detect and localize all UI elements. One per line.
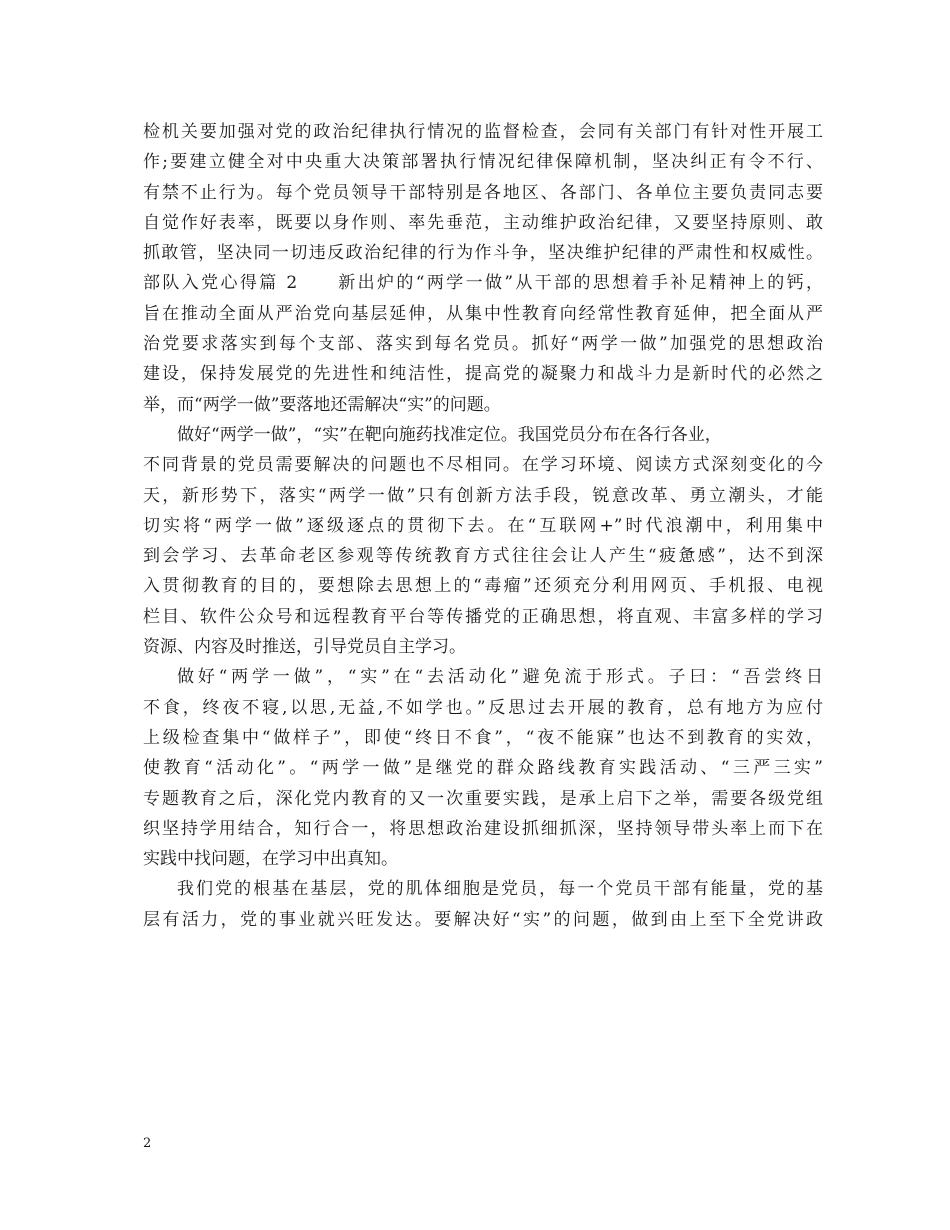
page-number: 2 <box>143 1136 152 1151</box>
text-line: 入贯彻教育的目的，要想除去思想上的“毒瘤”还须充分利用网页、手机报、电视 <box>143 576 823 597</box>
text-line: 实践中找问题，在学习中出真知。 <box>143 849 398 870</box>
text-line: 使教育“活动化”。“两学一做”是继党的群众路线教育实践活动、“三严三实” <box>143 758 823 779</box>
text-line: 天，新形势下，落实“两学一做”只有创新方法手段，锐意改革、勇立潮头，才能 <box>143 485 823 506</box>
text-line: 上级检查集中“做样子”，即使“终日不食”，“夜不能寐”也达不到教育的实效， <box>143 727 823 748</box>
text-line: 治党要求落实到每个支部、落实到每名党员。抓好“两学一做”加强党的思想政治 <box>143 334 823 355</box>
text-line: 专题教育之后，深化党内教育的又一次重要实践，是承上启下之举，需要各级党组 <box>143 788 823 809</box>
text-line: 抓敢管，坚决同一切违反政治纪律的行为作斗争，坚决维护纪律的严肃性和权威性。 <box>143 243 823 264</box>
text-line: 举，而“两学一做”要落地还需解决“实”的问题。 <box>143 394 501 415</box>
text-line: 织坚持学用结合，知行合一，将思想政治建设抓细抓深，坚持领导带头率上而下在 <box>143 818 823 839</box>
text-line: 不食，终夜不寝,以思,无益,不如学也。”反思过去开展的教育，总有地方为应付 <box>143 697 823 718</box>
text-line: 旨在推动全面从严治党向基层延伸，从集中性教育向经常性教育延伸，把全面从严 <box>143 303 823 324</box>
text-line: 层有活力，党的事业就兴旺发达。要解决好“实”的问题，做到由上至下全党讲政 <box>143 909 823 930</box>
text-line: 作;要建立健全对中央重大决策部署执行情况纪律保障机制，坚决纠正有令不行、 <box>143 152 823 173</box>
text-line: 到会学习、去革命老区参观等传统教育方式往往会让人产生“疲惫感”，达不到深 <box>143 546 823 567</box>
text-line: 建设，保持发展党的先进性和纯洁性，提高党的凝聚力和战斗力是新时代的必然之 <box>143 364 823 385</box>
text-line: 我们党的根基在基层，党的肌体细胞是党员，每一个党员干部有能量，党的基 <box>177 879 823 900</box>
text-line: 部队入党心得篇 2 新出炉的“两学一做”从干部的思想着手补足精神上的钙， <box>143 273 823 294</box>
text-line: 有禁不止行为。每个党员领导干部特别是各地区、各部门、各单位主要负责同志要 <box>143 182 823 203</box>
text-line: 切实将“两学一做”逐级逐点的贯彻下去。在“互联网+”时代浪潮中，利用集中 <box>143 515 823 536</box>
text-line: 检机关要加强对党的政治纪律执行情况的监督检查，会同有关部门有针对性开展工 <box>143 122 823 142</box>
text-line: 不同背景的党员需要解决的问题也不尽相同。在学习环境、阅读方式深刻变化的今 <box>143 455 823 476</box>
text-line: 做好“两学一做”，“实”在靶向施药找准定位。我国党员分布在各行各业， <box>177 424 722 445</box>
document-body <box>143 117 823 935</box>
text-line: 自觉作好表率，既要以身作则、率先垂范，主动维护政治纪律，又要坚持原则、敢 <box>143 212 823 233</box>
text-line: 资源、内容及时推送，引导党员自主学习。 <box>143 637 466 658</box>
text-line: 做好“两学一做”，“实”在“去活动化”避免流于形式。子曰：“吾尝终日 <box>177 667 823 688</box>
text-line: 栏目、软件公众号和远程教育平台等传播党的正确思想，将直观、丰富多样的学习 <box>143 606 823 627</box>
